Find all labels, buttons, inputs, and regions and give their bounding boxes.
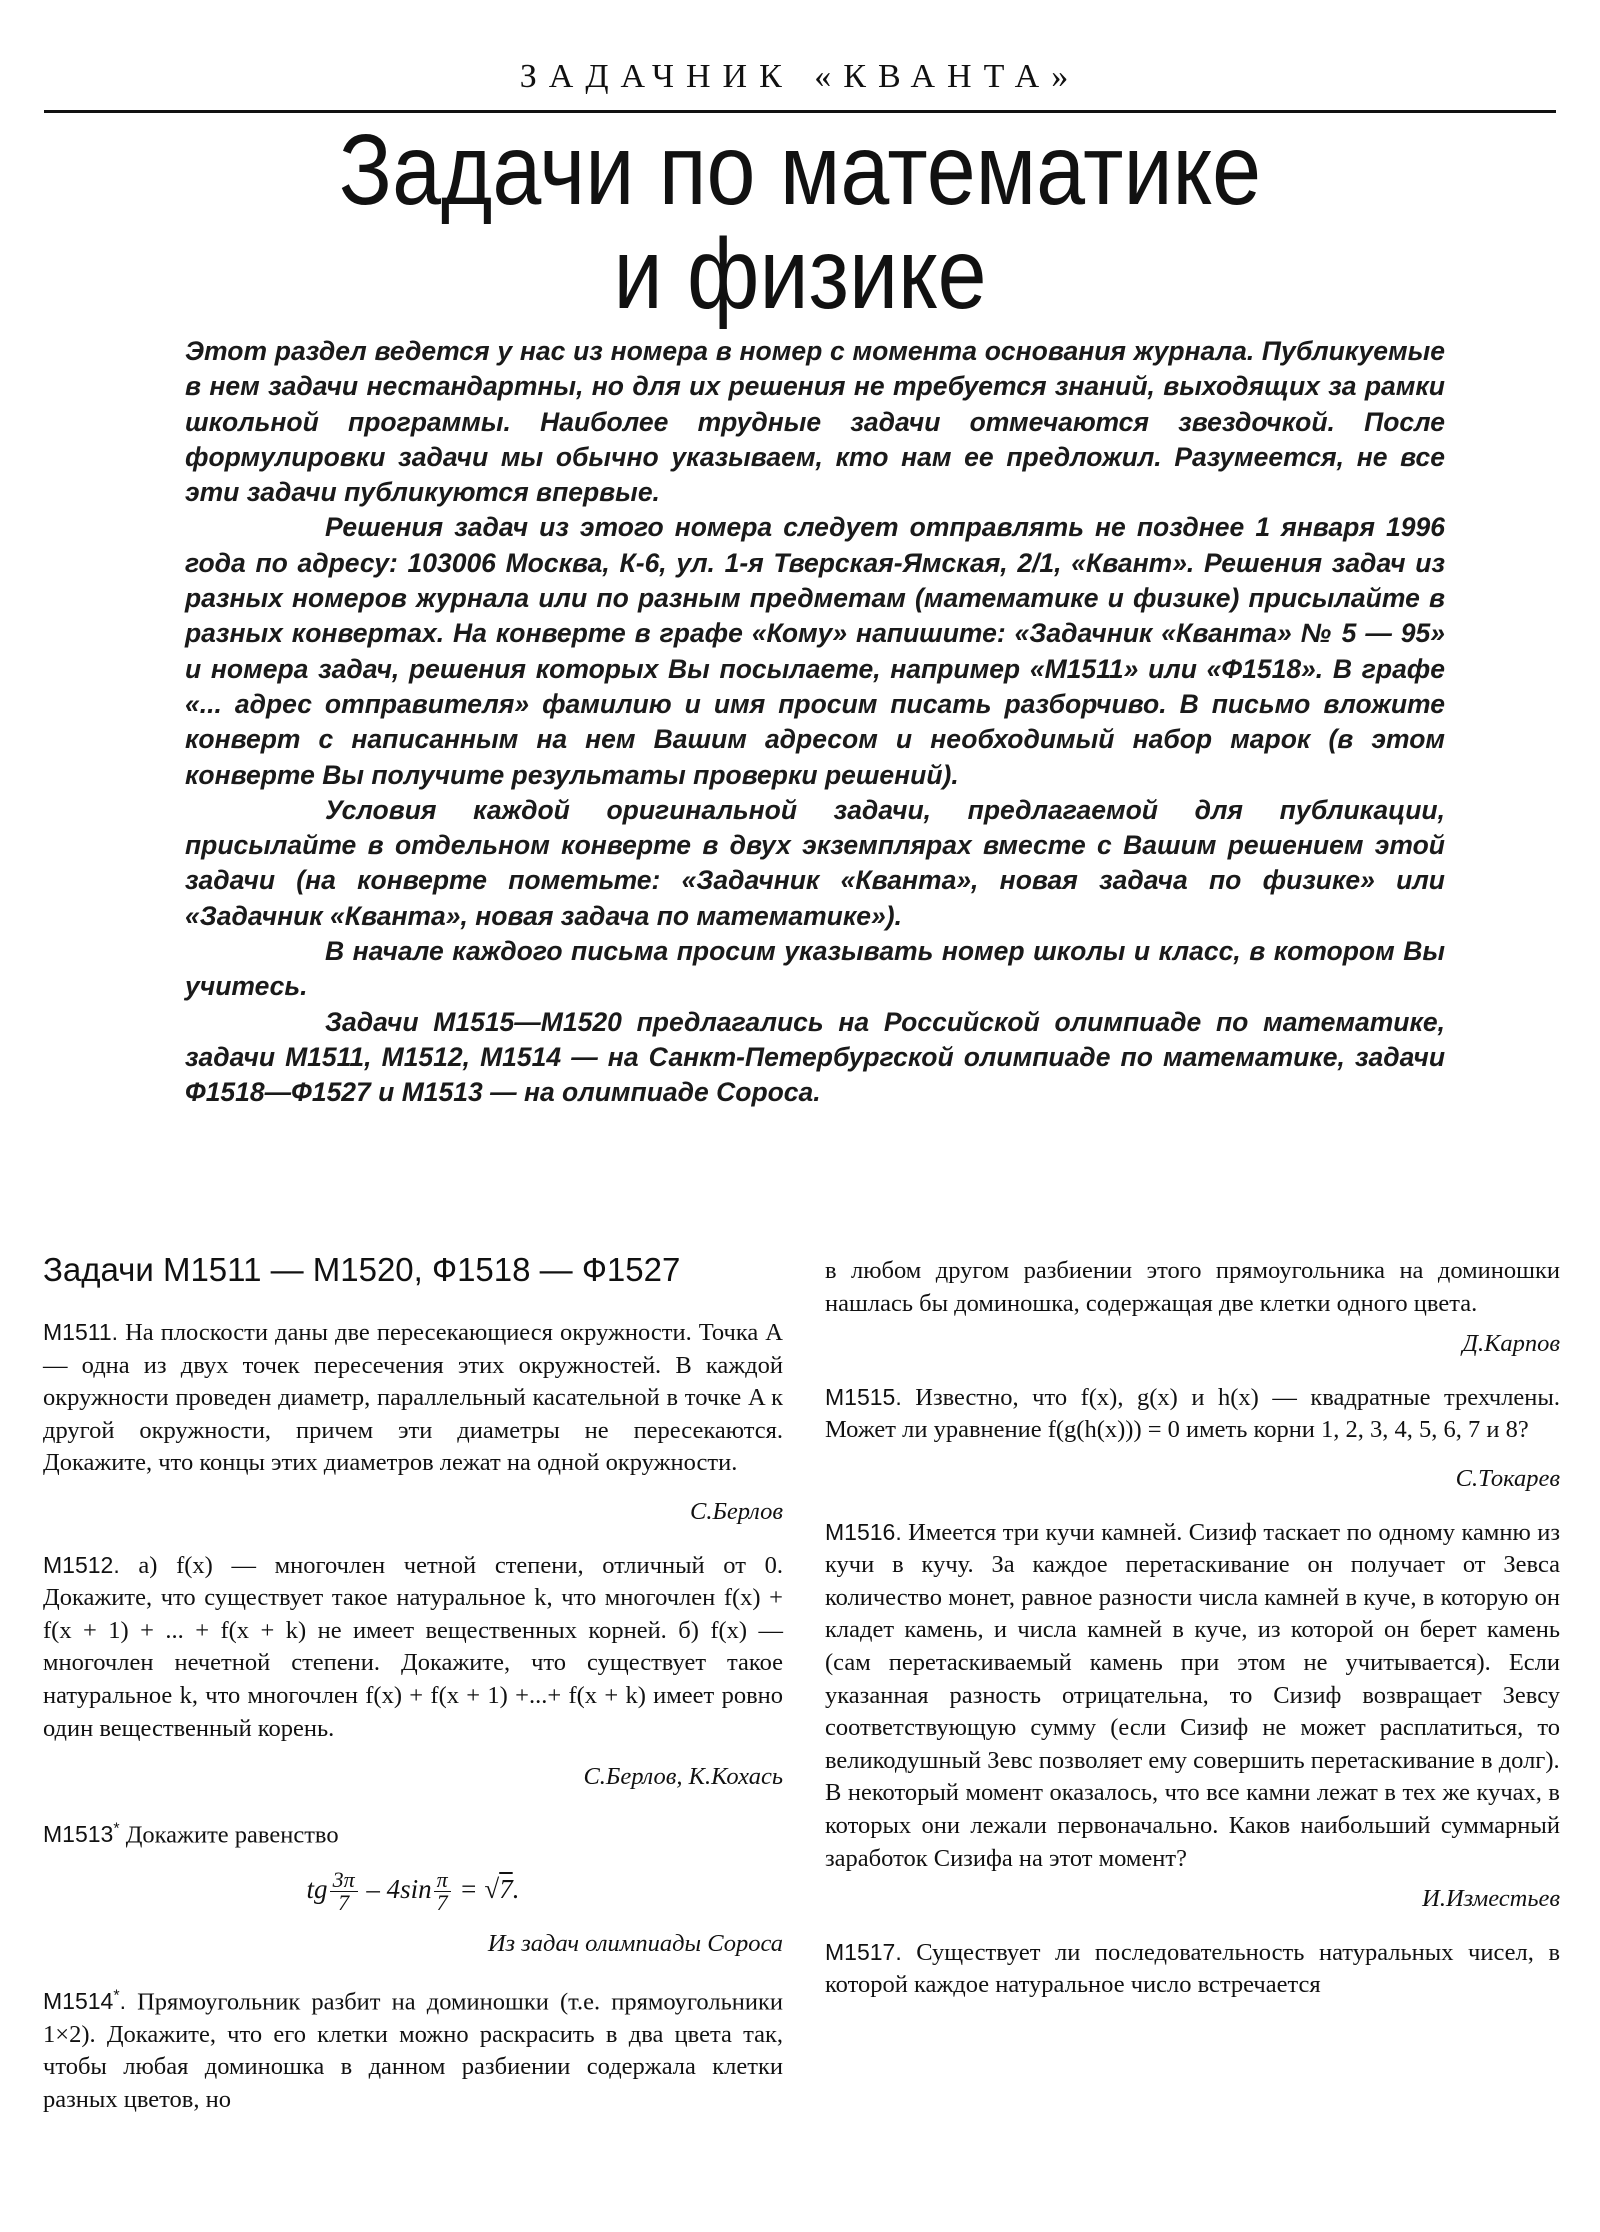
intro-paragraph-2: Решения задач из этого номера следует отправлять не позднее 1 января 1996 года по адресу: 103006 Москва, К-6, ул. 1-я Тверская-Ямская, 2/1, «Квант». Решения задач из разных номеров журнала или по разным предметам (математике и физике) присылайте в разных конвертах. На конверте в графе «Кому» напишите: «Задачник «Кванта» № 5 — 95» и номера задач, решения которых Вы посылаете, например «М1511» или «Ф1518». В графе «... адрес отправителя» фамилию и имя просим писать разборчиво. В письмо вложите конверт с написанным на нем Вашим адресом и необходимый набор марок (в этом конверте Вы получите результаты проверки решений). xyxy=(185,512,1445,790)
intro-text xyxy=(185,334,1445,1111)
problem-m1515 xyxy=(825,1381,1560,1447)
title-line-2: и физике xyxy=(613,218,987,330)
problem-m1516 xyxy=(825,1516,1560,1778)
problem-text: Прямоугольник разбит на доминошки (т.е. прямоугольники 1×2). Докажите, что его клетки можно раскрасить в два цвета так, чтобы любая доминошка в данном разбиении содержала клетки разных цветов, но xyxy=(43,1988,783,2113)
right-column xyxy=(825,1255,1560,2018)
problem-text: Докажите равенство xyxy=(125,1821,339,1849)
difficulty-star: * xyxy=(113,1987,120,2005)
intro-paragraph-5: Задачи М1515—М1520 предлагались на Российской олимпиаде по математике, задачи М1511, М1512, М1514 — на Санкт-Петербургской олимпиаде по математике, задачи Ф1518—Ф1527 и М1513 — на олимпиаде Сороса. xyxy=(185,1006,1445,1108)
problem-m1514 xyxy=(43,1981,783,2117)
problem-id: М1516. xyxy=(825,1518,902,1545)
problem-author: Д.Карпов xyxy=(1462,1330,1560,1358)
intro-paragraph-1: Этот раздел ведется у нас из номера в номер с момента основания журнала. Публикуемые в нем задачи нестандартны, но для их решения не требуется знаний, выходящих за рамки школьной программы. Наиболее трудные задачи отмечаются звездочкой. После формулировки задачи мы обычно указываем, кто нам ее предложил. Разумеется, не все эти задачи публикуются впервые. xyxy=(185,336,1445,508)
problem-text: Существует ли последовательность натуральных чисел, в которой каждое натуральное число встречается xyxy=(825,1938,1561,1999)
problem-m1517 xyxy=(825,1936,1560,2002)
fraction-3pi-7: $\frac{3\pi}{7}$ xyxy=(330,1869,358,1914)
problem-m1516-part-2: В некоторый момент оказалось, что все камни лежат в тех же кучах, в которых они лежали первоначально. Каков наибольший суммарный заработок Сизифа на этот момент? xyxy=(825,1779,1560,1872)
problem-m1513 xyxy=(43,1814,783,1852)
formula-m1513: tg $\frac{3\pi}{7}$ – 4sin $\frac{\pi}{7}$ = √7. xyxy=(306,1867,520,1916)
problem-text: На плоскости даны две пересекающиеся окружности. Точка A — одна из двух точек пересечения этих окружностей. В каждой окружности проведен диаметр, параллельный касательной в точке A к другой окружности, причем эти диаметры не пересекаются. Докажите, что концы этих диаметров лежат на одной окружности. xyxy=(43,1319,783,1477)
problem-author: С.Берлов xyxy=(690,1497,783,1525)
problem-author: С.Берлов, К.Кохась xyxy=(583,1763,783,1791)
intro-paragraph-3: Условия каждой оригинальной задачи, предлагаемой для публикации, присылайте в отдельном конверте в двух экземплярах вместе с Вашим решением этой задачи (на конверте пометьте: «Задачник «Кванта», новая задача по физике» или «Задачник «Кванта», новая задача по математике»). xyxy=(185,794,1445,931)
fraction-pi-7: $\frac{\pi}{7}$ xyxy=(434,1869,451,1914)
problem-author: Из задач олимпиады Сороса xyxy=(487,1929,783,1957)
problem-m1511 xyxy=(43,1316,783,1480)
problem-text: Известно, что f(x), g(x) и h(x) — квадратные трехчлены. Может ли уравнение f(g(h(x))) = 0 иметь корни 1, 2, 3, 4, 5, 6, 7 и 8? xyxy=(825,1383,1560,1444)
problem-text: а) f(x) — многочлен четной степени, отличный от 0. Докажите, что существует такое натуральное k, что многочлен f(x) + f(x + 1) + ... + f(x + k) не имеет вещественных корней. б) f(x) — многочлен нечетной степени. Докажите, что существует такое натуральное k, что многочлен f(x) + f(x + 1) +...+ f(x + k) имеет ровно один вещественный корень. xyxy=(43,1551,783,1742)
difficulty-star: * xyxy=(113,1820,120,1838)
title-line-1: Задачи по математике xyxy=(338,114,1262,226)
section-rubric: ЗАДАЧНИК «КВАНТА» xyxy=(519,58,1081,95)
header-divider xyxy=(44,110,1556,113)
problem-author: И.Изместьев xyxy=(1422,1885,1560,1913)
problem-id: М1514*. xyxy=(43,1987,126,2015)
page-title xyxy=(96,114,1504,330)
problem-id: М1512. xyxy=(43,1551,120,1578)
problem-id: М1513* xyxy=(43,1820,120,1848)
problem-author: С.Токарев xyxy=(1455,1464,1560,1492)
problem-id: М1511. xyxy=(43,1319,119,1345)
problem-m1512 xyxy=(43,1549,783,1746)
problem-id: М1515. xyxy=(825,1383,902,1410)
problem-text: Имеется три кучи камней. Сизиф таскает по одному камню из кучи в кучу. За каждое перетаскивание он получает от Зевса количество монет, равное разности числа камней в куче, в которую он кладет камень, и числа камней в куче, из которой он берет камень (сам перетаскиваемый камень при этом не учитывается). Если указанная разность отрицательна, то Сизиф возвращает Зевсу соответствующую сумму (если Сизиф не может расплатиться, то великодушный Зевс позволяет ему совершить перетаскивание в долг). xyxy=(825,1518,1561,1774)
problem-id: М1517. xyxy=(825,1938,902,1965)
problems-heading: Задачи М1511 — М1520, Ф1518 — Ф1527 xyxy=(43,1251,681,1288)
intro-paragraph-4: В начале каждого письма просим указывать номер школы и класс, в котором Вы учитесь. xyxy=(185,936,1445,1002)
problem-m1514-continuation: в любом другом разбиении этого прямоугольника на доминошки нашлась бы доминошка, содержащая две клетки одного цвета. xyxy=(825,1257,1560,1317)
left-column xyxy=(43,1250,783,2133)
